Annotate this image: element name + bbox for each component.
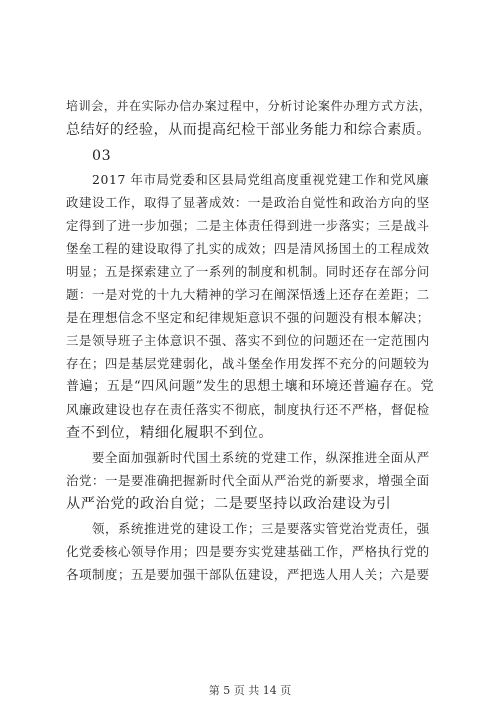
section-number: 03 [92,148,112,164]
text-line: 化党委核心领导作用；四是要夯实党建基础工作，严格执行党的 [66,544,430,559]
text-line: 要全面加强新时代国土系统的党建工作，纵深推进全面从严 [92,450,430,465]
text-line: 各项制度；五是要加强干部队伍建设，严把选人用人关；六是要 [66,567,430,582]
text-line: 定得到了进一步加强；二是主体责任得到进一步落实；三是战斗 [66,218,430,233]
text-line: 风廉政建设也存在责任落实不彻底，制度执行还不严格，督促检 [66,402,430,417]
text-line: 2017 年市局党委和区县局党组高度重视党建工作和党风廉 [92,172,430,187]
text-line: 政建设工作，取得了显著成效：一是政治自觉性和政治方向的坚 [66,195,430,210]
text-line: 查不到位，精细化履职不到位。 [66,425,274,441]
page-footer: 第 5 页 共 14 页 [208,684,292,697]
text-line: 总结好的经验，从而提高纪检干部业务能力和综合素质。 [66,122,431,138]
text-line: 明显；五是探索建立了一系列的制度和机制。同时还存在部分问 [66,264,430,279]
text-line: 从严治党的政治自觉；二是要坚持以政治建设为引 [66,496,392,512]
text-line: 题：一是对党的十九大精神的学习在阐深悟透上还存在差距；二 [66,287,430,302]
text-line: 堡垒工程的建设取得了扎实的成效；四是清风扬国土的工程成效 [66,241,430,256]
text-line: 领，系统推进党的建设工作；三是要落实管党治党责任，强 [92,521,430,536]
text-line: 普遍；五是“四风问题”发生的思想土壤和环境还普遍存在。党 [66,379,435,394]
text-line: 是在理想信念不坚定和纪律规矩意识不强的问题没有根本解决； [66,310,430,325]
text-line: 治党：一是要准确把握新时代全面从严治党的新要求，增强全面 [66,473,430,488]
text-line: 三是领导班子主体意识不强、落实不到位的问题还在一定范围内 [66,333,430,348]
text-line: 存在；四是基层党建弱化，战斗堡垒作用发挥不充分的问题较为 [66,356,430,371]
text-line: 培训会，并在实际办信办案过程中，分析讨论案件办理方式方法， [66,99,432,113]
